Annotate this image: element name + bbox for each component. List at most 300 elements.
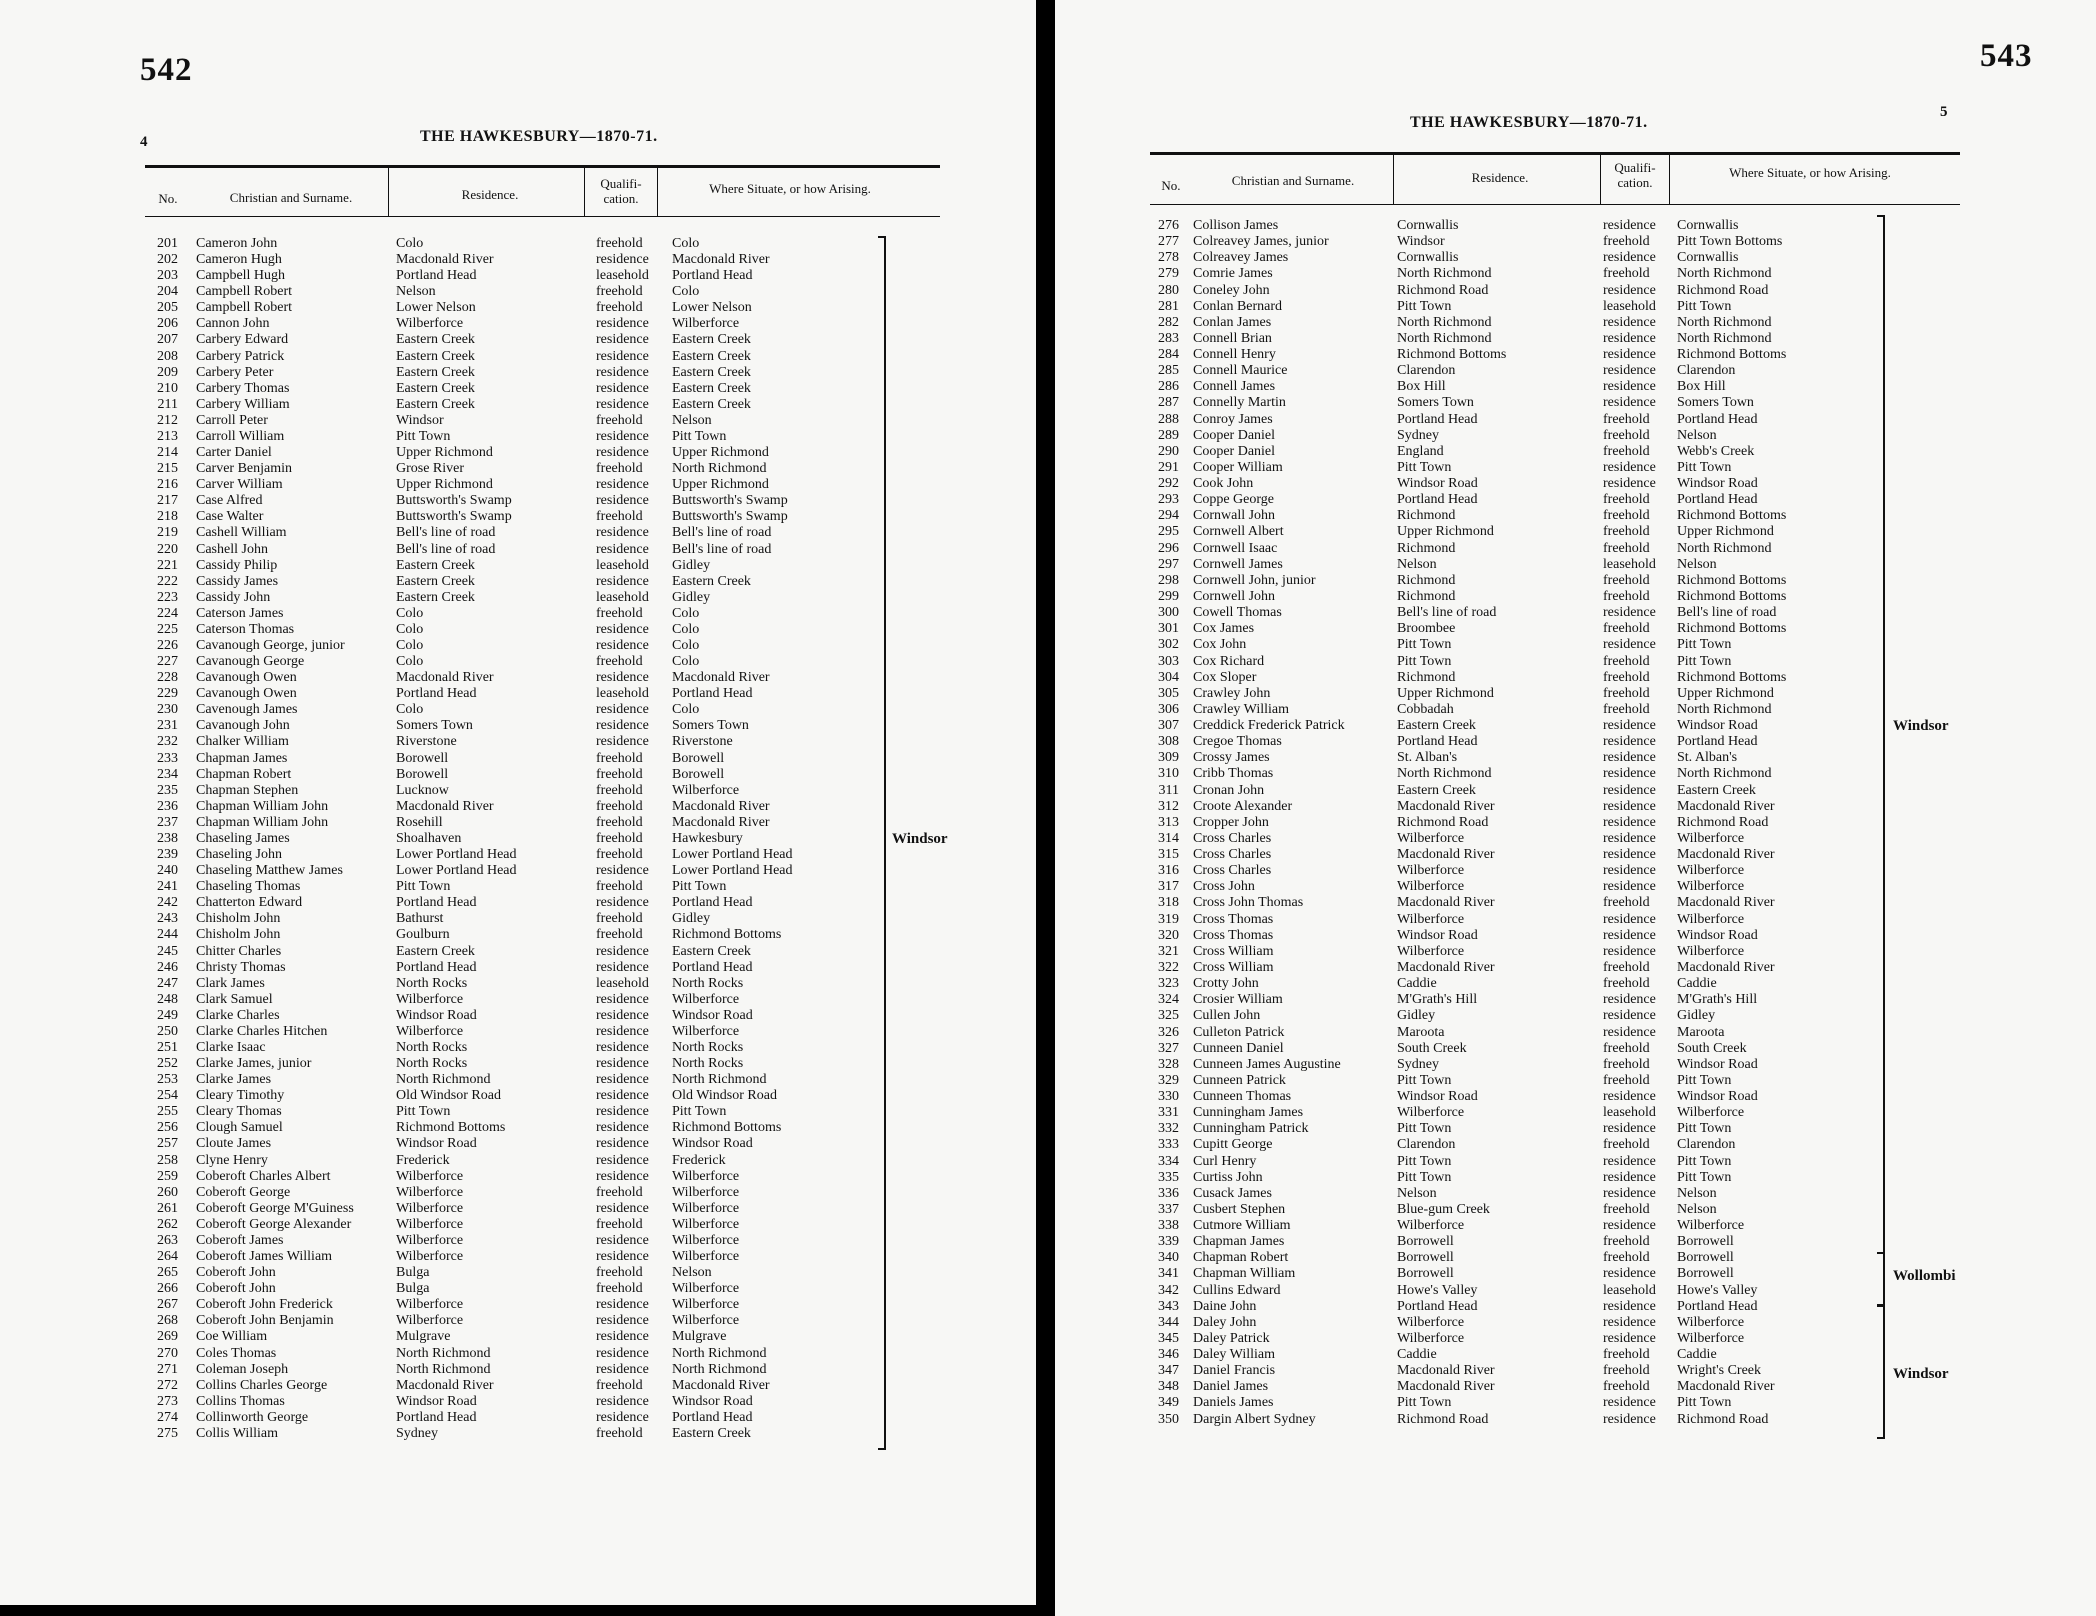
row-residence: North Richmond [396, 1072, 491, 1088]
row-situate: Wilberforce [1677, 1314, 1745, 1330]
row-situate: Portland Head [1677, 1298, 1758, 1314]
row-residence: North Richmond [396, 1361, 491, 1377]
table-row [1055, 412, 2096, 428]
row-name: Collins Charles George [196, 1377, 328, 1393]
row-residence: Upper Richmond [1397, 524, 1494, 540]
row-number: 294 [1158, 508, 1179, 524]
row-name: Colreavey James, junior [1193, 234, 1329, 250]
row-name: Daley John [1193, 1314, 1257, 1330]
row-qualification: residence [1603, 830, 1656, 846]
row-residence: Macdonald River [396, 1377, 494, 1393]
row-residence: Sydney [1397, 427, 1439, 443]
row-number: 238 [157, 830, 178, 846]
brace [1877, 1252, 1885, 1306]
row-number: 287 [1158, 395, 1179, 411]
row-name: Campbell Hugh [196, 268, 286, 284]
row-number: 290 [1158, 443, 1179, 459]
row-name: Cornwell John [1193, 588, 1276, 604]
row-qualification: residence [596, 1007, 649, 1023]
row-situate: Wilberforce [672, 1216, 740, 1232]
table-row [1055, 573, 2096, 589]
row-qualification: freehold [596, 750, 643, 766]
row-situate: Richmond Bottoms [1677, 588, 1787, 604]
row-situate: Buttsworth's Swamp [672, 509, 788, 525]
row-number: 258 [157, 1152, 178, 1168]
row-residence: Wilberforce [396, 1216, 464, 1232]
row-residence: Pitt Town [1397, 1072, 1452, 1088]
row-name: Carroll William [196, 428, 285, 444]
row-number: 227 [157, 654, 178, 670]
row-number: 308 [1158, 734, 1179, 750]
row-situate: Nelson [1677, 427, 1717, 443]
row-number: 214 [157, 445, 178, 461]
row-qualification: freehold [1603, 621, 1650, 637]
row-situate: Nelson [1677, 556, 1717, 572]
row-number: 208 [157, 348, 178, 364]
row-qualification: freehold [596, 509, 643, 525]
row-number: 302 [1158, 637, 1179, 653]
table-row [1055, 1057, 2096, 1073]
row-residence: Macdonald River [1397, 959, 1495, 975]
row-name: Cropper John [1193, 814, 1269, 830]
row-situate: Windsor Road [1677, 1089, 1758, 1105]
table-row [1055, 750, 2096, 766]
row-residence: Eastern Creek [396, 396, 475, 412]
row-name: Cameron Hugh [196, 252, 282, 268]
row-number: 266 [157, 1281, 178, 1297]
row-residence: Windsor Road [1397, 476, 1478, 492]
row-residence: Richmond Road [1397, 282, 1489, 298]
row-residence: Richmond [1397, 508, 1456, 524]
row-number: 284 [1158, 347, 1179, 363]
row-name: Cashell William [196, 525, 287, 541]
row-number: 225 [157, 621, 178, 637]
row-situate: North Richmond [1677, 314, 1772, 330]
row-situate: Eastern Creek [672, 348, 751, 364]
row-qualification: freehold [596, 1377, 643, 1393]
row-number: 234 [157, 766, 178, 782]
row-name: Clarke Isaac [196, 1040, 266, 1055]
row-residence: Eastern Creek [396, 348, 475, 364]
row-qualification: freehold [1603, 411, 1650, 427]
row-number: 340 [1158, 1250, 1179, 1266]
row-number: 239 [157, 847, 178, 863]
row-name: Cross Thomas [1193, 911, 1274, 927]
row-qualification: residence [1603, 1411, 1656, 1427]
row-situate: Richmond Bottoms [672, 1120, 782, 1136]
row-number: 312 [1158, 798, 1179, 814]
table-row [1055, 492, 2096, 508]
row-qualification: freehold [1603, 1250, 1650, 1266]
row-situate: Richmond Bottoms [1677, 572, 1787, 588]
row-residence: North Richmond [1397, 266, 1492, 282]
row-situate: Portland Head [672, 268, 753, 284]
row-situate: Wilberforce [672, 1297, 740, 1313]
row-qualification: residence [1603, 911, 1656, 927]
row-name: Cowell Thomas [1193, 605, 1282, 621]
row-name: Crotty John [1193, 976, 1259, 992]
row-situate: Wilberforce [672, 1168, 740, 1184]
row-qualification: freehold [596, 782, 643, 798]
row-residence: Wilberforce [1397, 879, 1465, 895]
row-residence: Wilberforce [396, 1184, 464, 1200]
row-qualification: freehold [596, 284, 643, 300]
row-residence: North Rocks [396, 1056, 468, 1072]
row-residence: Upper Richmond [396, 477, 493, 493]
row-situate: Maroota [1677, 1024, 1725, 1040]
row-number: 257 [157, 1136, 178, 1152]
row-qualification: freehold [596, 461, 643, 477]
row-residence: Richmond [1397, 572, 1456, 588]
row-residence: Bell's line of road [396, 541, 496, 557]
row-name: Cunningham James [1193, 1105, 1304, 1121]
row-residence: Eastern Creek [396, 589, 475, 605]
row-residence: Upper Richmond [396, 445, 493, 461]
row-residence: Riverstone [396, 734, 457, 750]
row-number: 228 [157, 670, 178, 686]
row-name: Cross Thomas [1193, 927, 1274, 943]
row-situate: Frederick [672, 1152, 726, 1168]
row-residence: Colo [396, 638, 424, 653]
row-situate: Colo [672, 621, 700, 637]
row-qualification: residence [1603, 863, 1656, 879]
row-name: Cavanough John [196, 718, 290, 734]
row-residence: Lower Portland Head [396, 847, 517, 863]
row-situate: Macdonald River [672, 798, 770, 814]
table-row [1055, 702, 2096, 718]
row-number: 226 [157, 638, 178, 653]
row-qualification: freehold [1603, 443, 1650, 459]
row-number: 338 [1158, 1218, 1179, 1234]
row-residence: Lower Nelson [396, 300, 476, 316]
row-number: 202 [157, 252, 178, 268]
row-number: 204 [157, 284, 178, 300]
row-residence: Colo [396, 621, 424, 637]
row-name: Collis William [196, 1425, 279, 1441]
col-header-residence: Residence. [461, 187, 519, 202]
row-number: 273 [157, 1393, 178, 1409]
row-number: 325 [1158, 1008, 1179, 1024]
row-situate: Borrowell [1677, 1234, 1734, 1250]
brace [1877, 1305, 1885, 1439]
row-name: Cribb Thomas [1193, 766, 1274, 782]
left-page [0, 0, 1038, 1605]
row-name: Chapman Robert [1193, 1250, 1289, 1266]
row-number: 256 [157, 1120, 178, 1136]
row-number: 250 [157, 1023, 178, 1039]
row-situate: Windsor Road [672, 1136, 753, 1152]
row-situate: Pitt Town [1677, 1395, 1732, 1411]
row-name: Chapman Robert [196, 766, 292, 782]
row-qualification: residence [1603, 363, 1656, 379]
row-number: 272 [157, 1377, 178, 1393]
row-qualification: residence [596, 638, 649, 653]
row-name: Daniels James [1193, 1395, 1274, 1411]
row-residence: Portland Head [1397, 1298, 1478, 1314]
brace [1877, 215, 1885, 1254]
row-qualification: freehold [596, 911, 643, 927]
row-number: 348 [1158, 1379, 1179, 1395]
row-situate: Wilberforce [672, 1023, 740, 1039]
row-name: Cross Charles [1193, 847, 1272, 863]
row-residence: Richmond Road [1397, 814, 1489, 830]
row-residence: Wilberforce [396, 1200, 464, 1216]
row-situate: Macdonald River [672, 670, 770, 686]
row-name: Cullins Edward [1193, 1282, 1281, 1298]
table-row [1055, 1315, 2096, 1331]
row-qualification: freehold [1603, 1072, 1650, 1088]
row-number: 335 [1158, 1169, 1179, 1185]
row-qualification: residence [1603, 1121, 1656, 1137]
row-residence: Wilberforce [396, 991, 464, 1007]
row-qualification: residence [1603, 814, 1656, 830]
row-situate: Macdonald River [672, 1377, 770, 1393]
row-residence: Portland Head [396, 959, 477, 975]
row-number: 297 [1158, 556, 1179, 572]
row-residence: Windsor Road [396, 1136, 477, 1152]
row-residence: Somers Town [1397, 395, 1474, 411]
row-number: 209 [157, 364, 178, 380]
row-residence: Portland Head [396, 895, 477, 911]
row-qualification: freehold [596, 1265, 643, 1281]
row-situate: Wilberforce [672, 1200, 740, 1216]
row-situate: Nelson [1677, 1185, 1717, 1201]
row-qualification: residence [596, 332, 649, 348]
row-name: Coberoft John [196, 1281, 276, 1297]
row-qualification: residence [1603, 605, 1656, 621]
row-name: Caterson James [196, 605, 284, 621]
row-situate: North Rocks [672, 1040, 744, 1055]
row-residence: Nelson [396, 284, 436, 300]
row-qualification: residence [596, 364, 649, 380]
row-number: 236 [157, 798, 178, 814]
row-situate: Pitt Town [1677, 653, 1732, 669]
row-qualification: freehold [1603, 653, 1650, 669]
row-residence: Somers Town [396, 718, 473, 734]
table-row [1055, 315, 2096, 331]
row-situate: Wilberforce [1677, 943, 1745, 959]
row-number: 326 [1158, 1024, 1179, 1040]
row-residence: Borrowell [1397, 1250, 1454, 1266]
row-number: 329 [1158, 1072, 1179, 1088]
row-number: 261 [157, 1200, 178, 1216]
row-residence: M'Grath's Hill [1397, 992, 1478, 1008]
row-number: 291 [1158, 459, 1179, 475]
row-number: 275 [157, 1425, 178, 1441]
row-situate: Wilberforce [672, 782, 740, 798]
row-number: 222 [157, 573, 178, 589]
row-name: Clarke James, junior [196, 1056, 312, 1072]
row-qualification: freehold [596, 830, 643, 846]
row-residence: Windsor Road [396, 1007, 477, 1023]
row-residence: Wilberforce [396, 1313, 464, 1329]
row-situate: Lower Portland Head [672, 863, 793, 879]
row-number: 232 [157, 734, 178, 750]
row-qualification: residence [596, 1200, 649, 1216]
page-stamp-number: 543 [1980, 38, 2033, 74]
row-residence: Lucknow [396, 782, 449, 798]
row-residence: Buttsworth's Swamp [396, 509, 512, 525]
col-header-no: No. [158, 191, 178, 206]
row-residence: Frederick [396, 1152, 450, 1168]
row-qualification: residence [596, 1345, 649, 1361]
row-number: 298 [1158, 572, 1179, 588]
row-number: 296 [1158, 540, 1179, 556]
row-number: 286 [1158, 379, 1179, 395]
row-situate: Mulgrave [672, 1329, 727, 1345]
row-name: Cavanough George, junior [196, 638, 345, 653]
row-name: Cashell John [196, 541, 268, 557]
row-name: Daniel Francis [1193, 1363, 1276, 1379]
table-row [1055, 605, 2096, 621]
row-qualification: freehold [1603, 976, 1650, 992]
row-number: 336 [1158, 1185, 1179, 1201]
row-name: Cavanough Owen [196, 686, 297, 702]
row-situate: North Richmond [672, 1072, 767, 1088]
table-row [1055, 428, 2096, 444]
row-residence: Wilberforce [396, 1023, 464, 1039]
row-qualification: residence [1603, 314, 1656, 330]
row-qualification: freehold [596, 847, 643, 863]
table-row [1055, 250, 2096, 266]
row-name: Cleary Thomas [196, 1104, 282, 1120]
row-residence: North Richmond [396, 1345, 491, 1361]
row-name: Clark Samuel [196, 991, 273, 1007]
table-row [1055, 1250, 2096, 1266]
row-situate: Windsor Road [1677, 476, 1758, 492]
row-number: 215 [157, 461, 178, 477]
page-number: 5 [1940, 104, 1948, 120]
row-situate: Eastern Creek [1677, 782, 1756, 798]
row-qualification: residence [1603, 459, 1656, 475]
row-name: Croote Alexander [1193, 798, 1293, 814]
row-residence: Cobbadah [1397, 701, 1454, 717]
row-name: Curtiss John [1193, 1169, 1263, 1185]
row-qualification: residence [1603, 250, 1656, 266]
row-name: Chaseling James [196, 830, 290, 846]
table-row [1055, 1008, 2096, 1024]
row-number: 251 [157, 1040, 178, 1055]
table-row [1055, 1041, 2096, 1057]
row-situate: Nelson [672, 412, 712, 428]
row-qualification: leasehold [1603, 1282, 1656, 1298]
row-name: Cusack James [1193, 1185, 1272, 1201]
row-name: Coberoft George Alexander [196, 1216, 352, 1232]
row-residence: Windsor Road [1397, 1089, 1478, 1105]
row-residence: Rosehill [396, 814, 443, 830]
row-name: Cassidy Philip [196, 557, 278, 573]
row-residence: Sydney [396, 1425, 438, 1441]
row-name: Clarke James [196, 1072, 272, 1088]
row-situate: Somers Town [1677, 395, 1754, 411]
row-situate: Richmond Bottoms [1677, 669, 1787, 685]
row-number: 221 [157, 557, 178, 573]
row-number: 206 [157, 316, 178, 332]
row-qualification: residence [596, 1040, 649, 1055]
table-row [1055, 476, 2096, 492]
row-situate: Wilberforce [1677, 863, 1745, 879]
row-residence: Bathurst [396, 911, 444, 927]
row-name: Connell Henry [1193, 347, 1276, 363]
row-situate: Gidley [672, 911, 711, 927]
row-number: 242 [157, 895, 178, 911]
row-situate: Pitt Town [1677, 1121, 1732, 1137]
row-number: 292 [1158, 476, 1179, 492]
row-situate: Macdonald River [1677, 1379, 1775, 1395]
row-residence: Pitt Town [1397, 1121, 1452, 1137]
row-residence: Wilberforce [1397, 1105, 1465, 1121]
row-situate: North Rocks [672, 975, 744, 991]
row-qualification: freehold [596, 654, 643, 670]
row-situate: Upper Richmond [672, 445, 769, 461]
row-residence: Clarendon [1397, 363, 1456, 379]
row-situate: North Richmond [672, 461, 767, 477]
row-number: 283 [1158, 330, 1179, 346]
row-residence: Portland Head [1397, 411, 1478, 427]
row-qualification: freehold [1603, 1056, 1650, 1072]
row-situate: Macdonald River [672, 814, 770, 830]
row-situate: Colo [672, 236, 700, 251]
row-residence: Richmond [1397, 669, 1456, 685]
row-number: 278 [1158, 250, 1179, 266]
table-row [1055, 734, 2096, 750]
row-qualification: residence [596, 1249, 649, 1265]
row-situate: Richmond Bottoms [1677, 508, 1787, 524]
row-qualification: freehold [596, 236, 643, 251]
row-qualification: residence [596, 525, 649, 541]
row-residence: Eastern Creek [396, 332, 475, 348]
row-qualification: residence [1603, 1330, 1656, 1346]
row-situate: Bell's line of road [672, 525, 772, 541]
row-situate: Old Windsor Road [672, 1088, 777, 1104]
row-qualification: residence [1603, 282, 1656, 298]
row-residence: Wilberforce [1397, 1218, 1465, 1234]
row-number: 300 [1158, 605, 1179, 621]
table-row [1055, 283, 2096, 299]
col-header-name: Christian and Surname. [229, 190, 353, 205]
row-situate: Eastern Creek [672, 396, 751, 412]
header-rule-top [1150, 152, 1960, 155]
row-number: 322 [1158, 959, 1179, 975]
row-residence: Grose River [396, 461, 465, 477]
row-number: 280 [1158, 282, 1179, 298]
row-name: Chapman Stephen [196, 782, 299, 798]
row-number: 205 [157, 300, 178, 316]
row-qualification: residence [596, 1297, 649, 1313]
brace-label-windsor: Windsor [892, 831, 948, 847]
row-name: Cusbert Stephen [1193, 1201, 1286, 1217]
row-number: 247 [157, 975, 178, 991]
row-number: 341 [1158, 1266, 1179, 1282]
row-number: 307 [1158, 718, 1179, 734]
row-name: Case Alfred [196, 493, 263, 509]
row-qualification: residence [1603, 1314, 1656, 1330]
row-situate: Wilberforce [1677, 879, 1745, 895]
row-residence: Pitt Town [1397, 637, 1452, 653]
row-name: Cupitt George [1193, 1137, 1273, 1153]
row-residence: Macdonald River [1397, 847, 1495, 863]
row-number: 316 [1158, 863, 1179, 879]
row-residence: Wilberforce [1397, 1330, 1465, 1346]
row-number: 334 [1158, 1153, 1179, 1169]
row-name: Cunneen Patrick [1193, 1072, 1286, 1088]
row-residence: Pitt Town [1397, 459, 1452, 475]
row-name: Cunneen Thomas [1193, 1089, 1292, 1105]
row-situate: Eastern Creek [672, 364, 751, 380]
row-number: 269 [157, 1329, 178, 1345]
row-name: Conlan Bernard [1193, 298, 1283, 314]
row-qualification: residence [596, 1409, 649, 1425]
